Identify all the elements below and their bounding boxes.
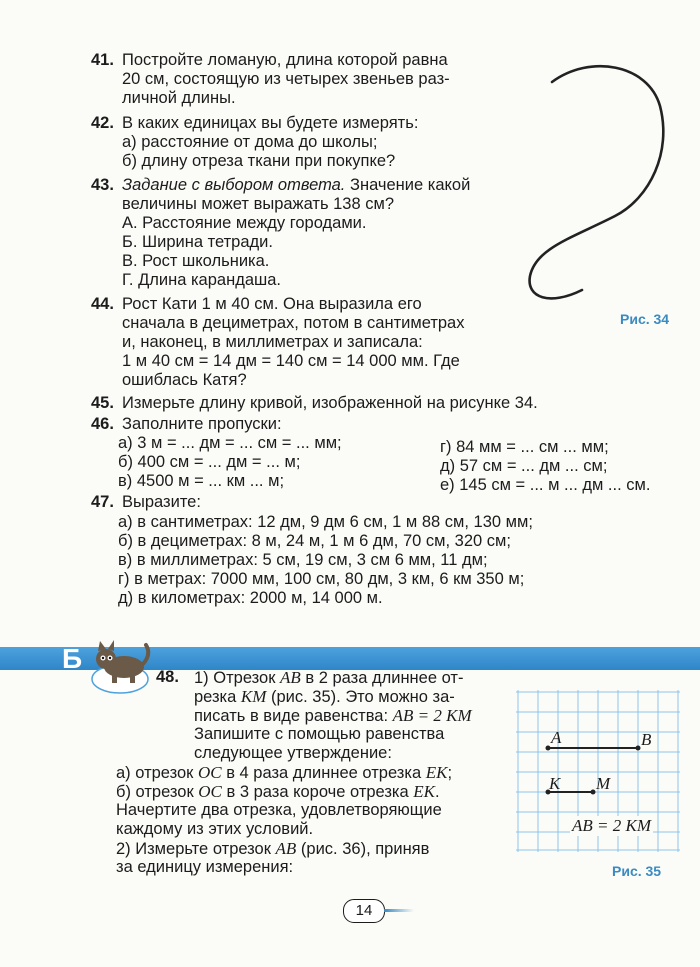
math-oc: OC [197,763,222,782]
ex43-line: величины может выражать 138 см? [122,195,395,213]
page-number: 14 [343,899,385,923]
ex46-item: в) 4500 м = ... км ... м; [118,472,285,490]
ex47-item: г) в метрах: 7000 мм, 100 см, 80 дм, 3 км, 6 км 350 м; [118,570,525,588]
text-run: . [435,783,440,801]
ex41-number: 41. [91,51,114,69]
math-ab: AB [280,668,301,687]
ex41-line: личной длины. [122,89,236,107]
ex48-line [194,687,455,708]
text-run: ; [447,764,453,782]
figure-34-curve [500,40,690,320]
ex44-line: сначала в дециметрах, потом в сантиметрах [122,314,465,332]
ex46-title: Заполните пропуски: [122,415,282,433]
text-run: в 2 раза длиннее от- [300,669,464,687]
cat-mascot-icon [86,633,154,695]
point-b [636,746,641,751]
ex41-line: 20 см, состоящую из четырех звеньев раз- [122,70,450,88]
math-ab: AB [275,839,297,858]
ex47-item: д) в километрах: 2000 м, 14 000 м. [118,589,383,607]
ex46-item: б) 400 см = ... дм = ... м; [118,453,301,471]
math-equation: AB = 2 KM [392,706,472,725]
text-run: (рис. 35). Это можно за- [266,688,455,706]
ex44-line: Рост Кати 1 м 40 см. Она выразила его [122,295,422,313]
ex48-line [194,706,472,727]
label-m: M [596,774,611,793]
text-run: (рис. 36), приняв [296,840,430,858]
math-km: KM [240,687,267,706]
math-oc: OC [198,782,222,801]
ex48-line [194,668,463,689]
ex48-line: каждому из этих условий. [116,820,314,838]
ex42-number: 42. [91,114,114,132]
text-run: 2) Измерьте отрезок [116,840,276,858]
text-run: 1) Отрезок [194,669,280,687]
ex46-item: а) 3 м = ... дм = ... см = ... мм; [118,434,342,452]
ex44-line: 1 м 40 см = 14 дм = 140 см = 14 000 мм. Где [122,352,460,370]
ex42-line: а) расстояние от дома до школы; [122,133,378,151]
ex46-item: д) 57 см = ... дм ... см; [440,457,608,475]
text-run: в 3 раза короче отрезка [221,783,414,801]
ex48-line: Запишите с помощью равенства [194,725,445,743]
math-ek: EK [425,763,448,782]
ex44-line: и, наконец, в миллиметрах и записала: [122,333,423,351]
ex47-item: в) в миллиметрах: 5 см, 19 см, 3 см 6 мм, 11 дм; [118,551,488,569]
point-a [546,746,551,751]
label-b: B [641,730,652,749]
ex42-line: б) длину отреза ткани при покупке? [122,152,396,170]
text-run: а) отрезок [116,764,198,782]
ex43-option: В. Рост школьника. [122,252,270,270]
ex43-line-first [122,176,470,196]
text-run: резка [194,688,241,706]
ex48-line: за единицу измерения: [116,858,294,876]
ex41-line: Постройте ломаную, длина которой равна [122,51,448,69]
ex43-number: 43. [91,176,114,194]
ex43-option: Б. Ширина тетради. [122,233,273,251]
ex44-number: 44. [91,295,114,313]
ex47-title: Выразите: [122,493,201,511]
ex45-number: 45. [91,394,114,412]
ex47-item: а) в сантиметрах: 12 дм, 9 дм 6 см, 1 м 88 см, 130 мм; [118,513,533,531]
ex48-number: 48. [156,668,179,686]
figure-35-equation: AB = 2 KM [572,816,651,835]
ex43-option: Г. Длина карандаша. [122,271,282,289]
ex43-italic-label: Задание с выбором ответа. [122,176,346,194]
ex48-line [116,839,429,860]
ex46-item: г) 84 мм = ... см ... мм; [440,438,609,456]
ex48-line: Начертите два отрезка, удовлетворяющие [116,801,442,819]
figure-34-caption: Рис. 34 [620,311,670,327]
ex43-option: А. Расстояние между городами. [122,214,367,232]
text-run: в 4 раза длиннее отрезка [221,764,426,782]
ex47-item: б) в дециметрах: 8 м, 24 м, 1 м 6 дм, 70 см, 320 см; [118,532,511,550]
section-letter: Б [62,643,83,674]
ex45-text: Измерьте длину кривой, изображенной на рисунке 34. [122,394,538,412]
ex46-number: 46. [91,415,114,433]
figure-35-caption: Рис. 35 [612,863,662,879]
ex48-line [116,782,440,803]
ex48-line: следующее утверждение: [194,744,392,762]
ex44-line: ошиблась Катя? [122,371,247,389]
ex47-number: 47. [91,493,114,511]
text-run: б) отрезок [116,783,199,801]
text-run: писать в виде равенства: [194,707,393,725]
ex43-line-rest: Значение какой [345,176,471,194]
label-a: A [551,728,562,747]
point-m [591,790,596,795]
ex46-item: е) 145 см = ... м ... дм ... см. [440,476,651,494]
page-number-decoration [384,909,414,912]
ex42-line: В каких единицах вы будете измерять: [122,114,419,132]
math-ek: EK [413,782,436,801]
ex48-line [116,763,452,784]
label-k: K [549,774,561,793]
